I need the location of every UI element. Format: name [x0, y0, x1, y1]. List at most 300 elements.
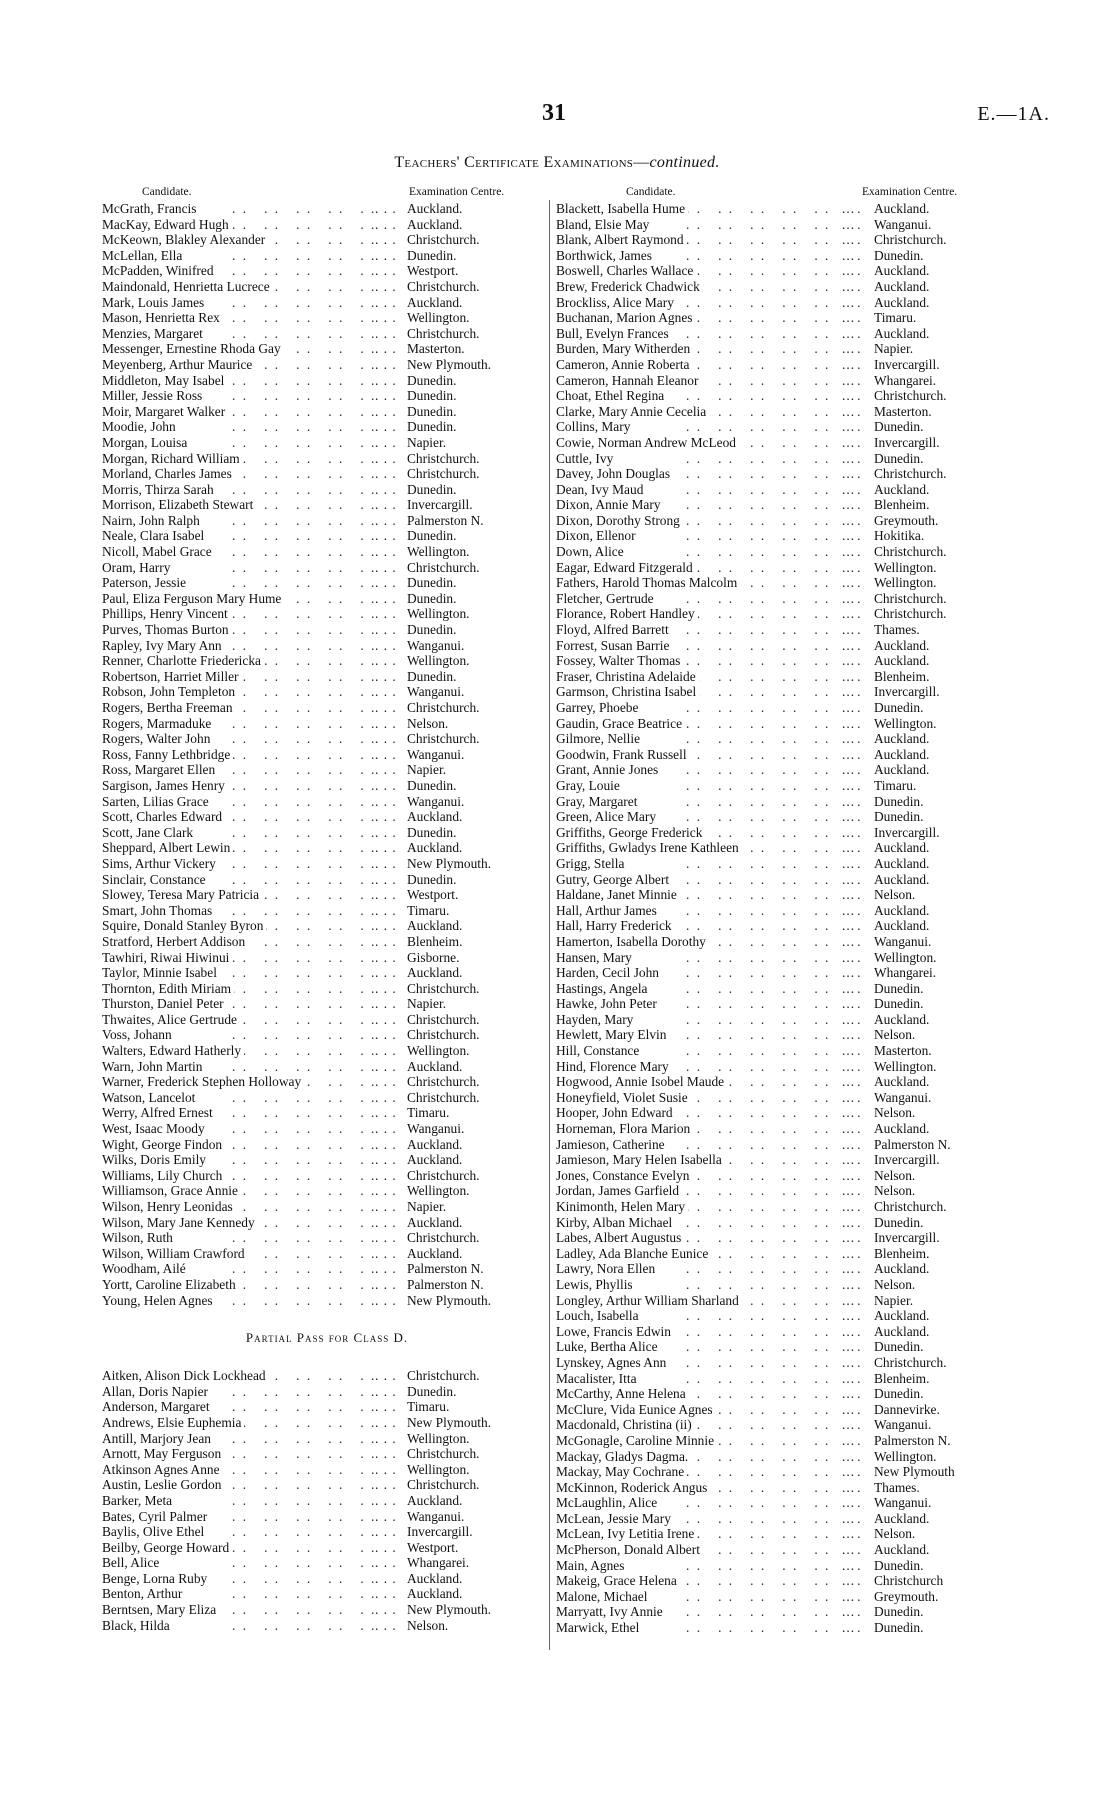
- candidate-name: Kirby, Alban Michael: [556, 1215, 675, 1231]
- examination-centre: . . Dunedin.: [874, 981, 923, 997]
- candidate-row: [556, 903, 1006, 919]
- examination-centre: . . Dunedin.: [407, 388, 456, 404]
- candidate-name: Marryatt, Ivy Annie: [556, 1604, 666, 1620]
- candidate-name: Mackay, Gladys Dagma.: [556, 1449, 691, 1465]
- candidate-name: Baylis, Olive Ethel: [102, 1524, 207, 1540]
- candidate-name: Beilby, George Howard: [102, 1540, 232, 1556]
- examination-centre: . . Napier.: [407, 996, 446, 1012]
- candidate-row: [102, 482, 542, 498]
- candidate-row: [102, 1368, 542, 1384]
- candidate-row: [102, 1293, 542, 1309]
- candidate-row: [102, 1121, 542, 1137]
- candidate-name: Warn, John Martin: [102, 1059, 205, 1075]
- candidate-name: McKinnon, Roderick Angus: [556, 1480, 710, 1496]
- candidate-name: Luke, Bertha Alice: [556, 1339, 661, 1355]
- candidate-row: [102, 591, 542, 607]
- examination-centre: . . Napier.: [874, 1293, 913, 1309]
- leader-dots: [686, 1620, 861, 1636]
- candidate-row: [102, 1431, 542, 1447]
- examination-centre: . . Auckland.: [874, 1324, 929, 1340]
- candidate-row: [556, 591, 1006, 607]
- examination-centre: . . Wanganui.: [874, 1495, 931, 1511]
- examination-centre: . . Nelson.: [407, 716, 448, 732]
- leader-dots: [686, 1355, 861, 1371]
- examination-centre: . . Auckland.: [874, 279, 929, 295]
- examination-centre: . . Napier.: [407, 762, 446, 778]
- examination-centre: . . Dunedin.: [874, 1604, 923, 1620]
- examination-centre: . . Wanganui.: [407, 1121, 464, 1137]
- examination-centre: . . Dunedin.: [407, 591, 456, 607]
- leader-dots: [686, 1526, 861, 1542]
- leader-dots: [686, 1573, 861, 1589]
- examination-centre: . . Wanganui.: [874, 1090, 931, 1106]
- leader-dots: [686, 357, 861, 373]
- candidate-row: [556, 575, 1006, 591]
- leader-dots: [686, 809, 861, 825]
- examination-centre: . . Dunedin.: [407, 248, 456, 264]
- candidate-name: Robson, John Templeton: [102, 684, 238, 700]
- title-main: Teachers' Certificate Examinations—: [394, 154, 650, 171]
- candidate-name: Voss, Johann: [102, 1027, 175, 1043]
- examination-centre: . . Christchurch: [874, 1573, 943, 1589]
- examination-centre: . . Auckland.: [407, 918, 462, 934]
- examination-centre: . . Blenheim.: [874, 1246, 929, 1262]
- candidate-header: Candidate.: [626, 186, 676, 198]
- candidate-name: Hayden, Mary: [556, 1012, 636, 1028]
- examination-centre: . . Wellington.: [874, 560, 937, 576]
- examination-centre: . . Dunedin.: [407, 778, 456, 794]
- candidate-row: [556, 872, 1006, 888]
- examination-centre: . . Auckland.: [407, 295, 462, 311]
- candidate-row: [556, 388, 1006, 404]
- leader-dots: [686, 591, 861, 607]
- candidate-row: [102, 747, 542, 763]
- examination-centre: . . Wanganui.: [407, 747, 464, 763]
- candidate-row: [102, 1618, 542, 1634]
- examination-centre: . . Nelson.: [874, 1105, 915, 1121]
- candidate-row: [102, 528, 542, 544]
- examination-centre: . . Napier.: [407, 435, 446, 451]
- candidate-name: Robertson, Harriet Miller: [102, 669, 241, 685]
- candidate-row: [556, 1480, 1006, 1496]
- candidate-row: [102, 451, 542, 467]
- examination-centre: . . Blenheim.: [874, 669, 929, 685]
- examination-centre: . . Christchurch.: [407, 1027, 480, 1043]
- examination-centre: . . Invercargill.: [874, 435, 940, 451]
- leader-dots: [686, 279, 861, 295]
- examination-centre: . . Invercargill.: [407, 1524, 473, 1540]
- candidate-row: [556, 1059, 1006, 1075]
- candidate-row: [556, 295, 1006, 311]
- candidate-name: Dixon, Ellenor: [556, 528, 639, 544]
- candidate-row: [556, 1339, 1006, 1355]
- examination-centre: . . New Plymouth.: [407, 1602, 491, 1618]
- candidate-row: [556, 1495, 1006, 1511]
- examination-centre: . . Christchurch.: [407, 731, 480, 747]
- candidate-name: Messenger, Ernestine Rhoda Gay: [102, 341, 284, 357]
- examination-centre: . . Invercargill.: [407, 497, 473, 513]
- candidate-row: [556, 1215, 1006, 1231]
- leader-dots: [686, 1308, 861, 1324]
- candidate-name: Fossey, Walter Thomas: [556, 653, 683, 669]
- candidate-name: Cowie, Norman Andrew McLeod: [556, 435, 739, 451]
- candidate-row: [102, 1059, 542, 1075]
- candidate-row: [556, 1386, 1006, 1402]
- candidate-row: [556, 1199, 1006, 1215]
- examination-centre: . . Napier.: [874, 341, 913, 357]
- candidate-row: [556, 638, 1006, 654]
- candidate-name: Macdonald, Christina (ii): [556, 1417, 695, 1433]
- candidate-row: [556, 466, 1006, 482]
- candidate-row: [102, 1152, 542, 1168]
- candidate-row: [102, 1524, 542, 1540]
- candidate-name: Louch, Isabella: [556, 1308, 642, 1324]
- right-column: [556, 185, 1006, 1636]
- candidate-row: [556, 326, 1006, 342]
- leader-dots: [686, 1464, 861, 1480]
- candidate-row: [102, 248, 542, 264]
- candidate-name: Aitken, Alison Dick Lockhead: [102, 1368, 269, 1384]
- examination-centre: . . Christchurch.: [874, 606, 947, 622]
- candidate-name: McGrath, Francis: [102, 201, 199, 217]
- candidate-name: Woodham, Ailé: [102, 1261, 189, 1277]
- examination-centre: . . Wellington.: [874, 1449, 937, 1465]
- examination-centre: . . Dunedin.: [874, 1558, 923, 1574]
- candidate-name: Nicoll, Mabel Grace: [102, 544, 215, 560]
- candidate-name: Lawry, Nora Ellen: [556, 1261, 658, 1277]
- candidate-name: Jamieson, Catherine: [556, 1137, 668, 1153]
- candidate-row: [556, 279, 1006, 295]
- leader-dots: [686, 1105, 861, 1121]
- candidate-name: Werry, Alfred Ernest: [102, 1105, 216, 1121]
- examination-centre: . . Wellington.: [407, 1043, 470, 1059]
- leader-dots: [686, 1339, 861, 1355]
- leader-dots: [686, 1417, 861, 1433]
- candidate-name: McPadden, Winifred: [102, 263, 217, 279]
- leader-dots: [686, 1027, 861, 1043]
- candidate-row: [102, 466, 542, 482]
- candidate-row: [102, 1183, 542, 1199]
- leader-dots: [686, 825, 861, 841]
- examination-centre: . . Christchurch.: [407, 232, 480, 248]
- candidate-name: McCarthy, Anne Helena: [556, 1386, 689, 1402]
- candidate-row: [556, 1261, 1006, 1277]
- examination-centre: . . Dunedin.: [407, 482, 456, 498]
- section-heading-partial-pass: Partial Pass for Class D.: [245, 1330, 409, 1346]
- right-column-header: [556, 185, 1006, 201]
- candidate-row: [556, 341, 1006, 357]
- candidate-name: Wight, George Findon: [102, 1137, 225, 1153]
- candidate-row: [556, 606, 1006, 622]
- leader-dots: [686, 653, 861, 669]
- examination-centre: . . Invercargill.: [874, 1230, 940, 1246]
- centre-header: Examination Centre.: [409, 186, 505, 198]
- candidate-row: [102, 903, 542, 919]
- candidate-row: [556, 950, 1006, 966]
- candidate-name: Middleton, May Isabel: [102, 373, 227, 389]
- candidate-name: Scott, Jane Clark: [102, 825, 196, 841]
- candidate-name: Ross, Fanny Lethbridge: [102, 747, 233, 763]
- candidate-name: Clarke, Mary Annie Cecelia: [556, 404, 709, 420]
- candidate-row: [102, 295, 542, 311]
- leader-dots: [686, 1449, 861, 1465]
- candidate-row: [556, 1027, 1006, 1043]
- candidate-name: Williams, Lily Church: [102, 1168, 225, 1184]
- examination-centre: . . Auckland.: [407, 1493, 462, 1509]
- candidate-name: McLean, Jessie Mary: [556, 1511, 674, 1527]
- candidate-name: Boswell, Charles Wallace: [556, 263, 696, 279]
- candidate-name: McLellan, Ella: [102, 248, 185, 264]
- candidate-name: Florance, Robert Handley: [556, 606, 698, 622]
- candidate-row: [102, 1137, 542, 1153]
- candidate-row: [102, 1074, 542, 1090]
- examination-centre: . . Blenheim.: [874, 1371, 929, 1387]
- leader-dots: [686, 856, 861, 872]
- candidate-row: [102, 1462, 542, 1478]
- examination-centre: . . Auckland.: [407, 1246, 462, 1262]
- candidate-row: [102, 1446, 542, 1462]
- candidate-row: [102, 560, 542, 576]
- examination-centre: . . Wellington.: [407, 1462, 470, 1478]
- candidate-row: [556, 700, 1006, 716]
- candidate-row: [556, 497, 1006, 513]
- leader-dots: [686, 1542, 861, 1558]
- leader-dots: [686, 201, 861, 217]
- candidate-name: Choat, Ethel Regina: [556, 388, 667, 404]
- left-column: [102, 185, 542, 1633]
- leader-dots: [686, 232, 861, 248]
- candidate-row: [102, 1043, 542, 1059]
- examination-centre: . . Dunedin.: [874, 248, 923, 264]
- candidate-row: [556, 1043, 1006, 1059]
- leader-dots: [686, 872, 861, 888]
- leader-dots: [686, 1230, 861, 1246]
- examination-centre: . . Wellington.: [407, 310, 470, 326]
- candidate-name: Bland, Elsie May: [556, 217, 652, 233]
- examination-centre: . . Dunedin.: [407, 669, 456, 685]
- examination-centre: . . Dunedin.: [407, 825, 456, 841]
- examination-centre: . . Christchurch.: [407, 1368, 480, 1384]
- leader-dots: [686, 263, 861, 279]
- leader-dots: [686, 1012, 861, 1028]
- candidate-name: Bell, Alice: [102, 1555, 162, 1571]
- candidate-name: Allan, Doris Napier: [102, 1384, 211, 1400]
- leader-dots: [686, 684, 861, 700]
- examination-centre: . . Dunedin.: [407, 528, 456, 544]
- leader-dots: [686, 217, 861, 233]
- leader-dots: [686, 1183, 861, 1199]
- examination-centre: . . Wellington.: [407, 1431, 470, 1447]
- examination-centre: . . Auckland.: [407, 965, 462, 981]
- candidate-row: [556, 373, 1006, 389]
- leader-dots: [686, 1511, 861, 1527]
- examination-centre: . . Dunedin.: [874, 1215, 923, 1231]
- examination-centre: . . Nelson.: [874, 1027, 915, 1043]
- candidate-row: [102, 419, 542, 435]
- candidate-name: Mason, Henrietta Rex: [102, 310, 223, 326]
- candidate-row: [556, 1137, 1006, 1153]
- candidate-row: [556, 1293, 1006, 1309]
- examination-centre: . . Dunedin.: [874, 451, 923, 467]
- candidate-name: Garmson, Christina Isabel: [556, 684, 699, 700]
- candidate-row: [556, 825, 1006, 841]
- candidate-row: [102, 310, 542, 326]
- examination-centre: . . Dunedin.: [407, 419, 456, 435]
- candidate-name: Sims, Arthur Vickery: [102, 856, 219, 872]
- candidate-row: [102, 684, 542, 700]
- examination-centre: . . Auckland.: [874, 856, 929, 872]
- examination-centre: . . Nelson.: [874, 1526, 915, 1542]
- candidate-row: [102, 1261, 542, 1277]
- examination-centre: . . Christchurch.: [407, 1090, 480, 1106]
- candidate-row: [556, 965, 1006, 981]
- examination-centre: . . Auckland.: [874, 1308, 929, 1324]
- candidate-name: Down, Alice: [556, 544, 627, 560]
- examination-centre: . . Dunedin.: [407, 1384, 456, 1400]
- candidate-name: Rogers, Walter John: [102, 731, 213, 747]
- candidate-name: Hawke, John Peter: [556, 996, 660, 1012]
- candidate-name: Wilson, Henry Leonidas: [102, 1199, 236, 1215]
- examination-centre: . . Auckland.: [874, 201, 929, 217]
- candidate-name: McLean, Ivy Letitia Irene: [556, 1526, 697, 1542]
- candidate-name: Jones, Constance Evelyn: [556, 1168, 693, 1184]
- candidate-name: Atkinson Agnes Anne: [102, 1462, 223, 1478]
- examination-centre: . . Invercargill.: [874, 825, 940, 841]
- candidate-name: Austin, Leslie Gordon: [102, 1477, 224, 1493]
- candidate-name: Scott, Charles Edward: [102, 809, 225, 825]
- candidate-name: Maindonald, Henrietta Lucrece: [102, 279, 273, 295]
- candidate-name: Hastings, Angela: [556, 981, 651, 997]
- candidate-name: Main, Agnes: [556, 1558, 627, 1574]
- candidate-name: Labes, Albert Augustus: [556, 1230, 684, 1246]
- candidate-row: [102, 965, 542, 981]
- examination-centre: . . Christchurch.: [407, 1168, 480, 1184]
- examination-centre: . . Auckland.: [874, 638, 929, 654]
- candidate-name: Thornton, Edith Miriam: [102, 981, 234, 997]
- candidate-name: Morgan, Louisa: [102, 435, 190, 451]
- candidate-row: [102, 497, 542, 513]
- examination-centre: . . Dunedin.: [874, 700, 923, 716]
- candidate-row: [556, 1511, 1006, 1527]
- candidate-name: Menzies, Margaret: [102, 326, 206, 342]
- leader-dots: [686, 560, 861, 576]
- candidate-row: [102, 778, 542, 794]
- candidate-name: Yortt, Caroline Elizabeth: [102, 1277, 239, 1293]
- examination-centre: . . Christchurch.: [407, 981, 480, 997]
- leader-dots: [686, 1215, 861, 1231]
- candidate-name: Longley, Arthur William Sharland: [556, 1293, 742, 1309]
- candidate-row: [556, 1449, 1006, 1465]
- examination-centre: . . Gisborne.: [407, 950, 459, 966]
- candidate-name: Brockliss, Alice Mary: [556, 295, 677, 311]
- examination-centre: . . Christchurch.: [407, 1230, 480, 1246]
- candidate-name: Eagar, Edward Fitzgerald: [556, 560, 696, 576]
- candidate-name: Griffiths, George Frederick: [556, 825, 705, 841]
- candidate-row: [556, 404, 1006, 420]
- examination-centre: . . Auckland.: [874, 1121, 929, 1137]
- examination-centre: . . Auckland.: [407, 840, 462, 856]
- examination-centre: . . New Plymouth.: [407, 1415, 491, 1431]
- leader-dots: [686, 1386, 861, 1402]
- leader-dots: [686, 341, 861, 357]
- candidate-row: [102, 825, 542, 841]
- candidate-name: Phillips, Henry Vincent: [102, 606, 231, 622]
- candidate-name: Young, Helen Agnes: [102, 1293, 216, 1309]
- candidate-name: Lowe, Francis Edwin: [556, 1324, 674, 1340]
- candidate-row: [102, 1168, 542, 1184]
- candidate-name: McClure, Vida Eunice Agnes: [556, 1402, 716, 1418]
- examination-centre: . . Invercargill.: [874, 1152, 940, 1168]
- candidate-name: Sargison, James Henry: [102, 778, 228, 794]
- candidate-name: Paterson, Jessie: [102, 575, 189, 591]
- candidate-name: Malone, Michael: [556, 1589, 650, 1605]
- candidate-row: [102, 1384, 542, 1400]
- candidate-row: [102, 1493, 542, 1509]
- candidate-name: Burden, Mary Witherden: [556, 341, 693, 357]
- leader-dots: [686, 326, 861, 342]
- candidate-row: [556, 981, 1006, 997]
- candidate-row: [556, 762, 1006, 778]
- candidate-row: [556, 451, 1006, 467]
- candidate-row: [556, 1105, 1006, 1121]
- candidate-name: Goodwin, Frank Russell: [556, 747, 690, 763]
- candidate-name: Blank, Albert Raymond: [556, 232, 687, 248]
- examination-centre: . . Blenheim.: [874, 497, 929, 513]
- candidate-name: Walters, Edward Hatherly: [102, 1043, 244, 1059]
- examination-centre: . . Dunedin.: [407, 622, 456, 638]
- examination-centre: . . Christchurch.: [874, 466, 947, 482]
- candidate-row: [102, 981, 542, 997]
- candidate-row: [102, 513, 542, 529]
- candidate-row: [556, 1371, 1006, 1387]
- examination-centre: . . Blenheim.: [407, 934, 462, 950]
- candidate-row: [556, 1230, 1006, 1246]
- examination-centre: . . Christchurch.: [874, 591, 947, 607]
- examination-centre: . . Auckland.: [874, 872, 929, 888]
- candidate-name: Berntsen, Mary Eliza: [102, 1602, 219, 1618]
- examination-centre: . . Dunedin.: [874, 419, 923, 435]
- candidate-row: [556, 778, 1006, 794]
- leader-dots: [686, 934, 861, 950]
- candidate-name: Hall, Arthur James: [556, 903, 660, 919]
- candidate-row: [102, 809, 542, 825]
- leader-dots: [686, 248, 861, 264]
- leader-dots: [686, 1589, 861, 1605]
- candidate-row: [556, 1417, 1006, 1433]
- examination-centre: . . Masterton.: [874, 1043, 932, 1059]
- leader-dots: [686, 466, 861, 482]
- candidate-row: [102, 1477, 542, 1493]
- leader-dots: [686, 903, 861, 919]
- candidate-name: Smart, John Thomas: [102, 903, 215, 919]
- leader-dots: [686, 669, 861, 685]
- leader-dots: [686, 1137, 861, 1153]
- candidate-row: [102, 1586, 542, 1602]
- examination-centre: . . Auckland.: [407, 1059, 462, 1075]
- candidate-row: [102, 1090, 542, 1106]
- examination-centre: . . Westport.: [407, 887, 458, 903]
- examination-centre: . . Wanganui.: [407, 684, 464, 700]
- examination-centre: . . Auckland.: [874, 918, 929, 934]
- candidate-row: [102, 716, 542, 732]
- candidate-row: [102, 1246, 542, 1262]
- candidate-name: Sinclair, Constance: [102, 872, 209, 888]
- examination-centre: . . Wellington.: [874, 575, 937, 591]
- candidate-row: [102, 794, 542, 810]
- candidate-row: [102, 435, 542, 451]
- examination-centre: . . Dunedin.: [874, 809, 923, 825]
- examination-centre: . . Timaru.: [407, 903, 449, 919]
